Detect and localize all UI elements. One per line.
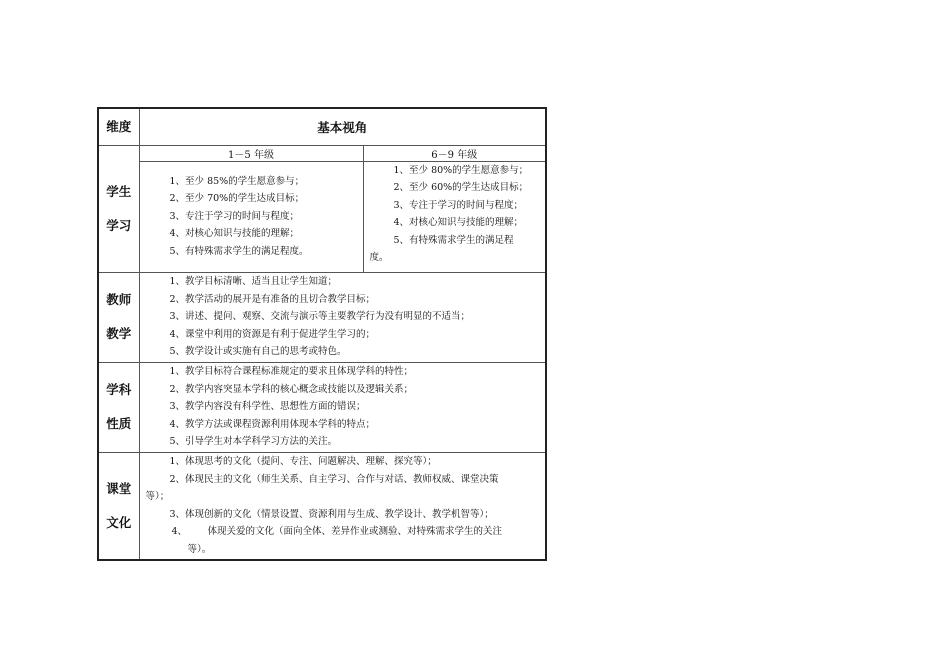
dim-line: 文化 [106,514,132,530]
list-item: 1、教学目标符合课程标准规定的要求且体现学科的特性； [169,366,414,378]
list-item: 度。 [369,252,389,263]
list-item: 3、专注于学习的时间与程度； [169,210,300,222]
list-item: 1、至少 80%的学生愿意参与； [393,164,529,176]
list-item [140,523,546,541]
grade-6-9-items [363,161,546,272]
list-item-continuation: 等）； [145,491,170,503]
perspective-header: 基本视角 [139,108,546,145]
classroom-culture-items [139,452,546,560]
subject-nature-items [139,362,546,452]
list-item: 4、教学方法或课程资源利用体现本学科的特点； [169,418,376,430]
grade-6-9-label: 6－9 年级 [363,145,546,161]
dim-line: 学科 [106,382,132,397]
list-item-number: 4、 [171,526,188,538]
dim-line: 学习 [106,217,132,233]
dim-line: 课堂 [106,480,132,496]
list-item: 1、体现思考的文化（提问、专注、问题解决、理解、探究等）； [169,456,437,468]
list-item: 3、教学内容没有科学性、思想性方面的错误； [169,401,366,413]
dimension-teacher-teaching [98,272,139,362]
dimension-header: 维度 [98,108,139,145]
list-item: 4、对核心知识与技能的理解； [393,217,524,228]
dim-line: 学生 [106,183,132,199]
list-item: 2、至少 60%的学生达成目标； [393,182,529,193]
subject-nature-row [98,362,546,452]
grade-label-row [98,145,546,161]
dimension-student-learning [98,145,139,272]
list-item: 5、引导学生对本学科学习方法的关注。 [169,436,338,448]
list-item: 2、体现民主的文化（师生关系、自主学习、合作与对话、教师权威、课堂决策 [169,473,499,485]
list-item-continuation: 等）。 [187,543,212,555]
list-item: 2、教学活动的展开是有准备的且切合教学目标； [169,293,376,305]
list-item: 1、至少 85%的学生愿意参与； [169,175,305,187]
list-item: 2、至少 70%的学生达成目标； [169,193,305,205]
grade-1-5-items [139,161,363,272]
header-row [98,108,546,145]
classroom-culture-row [98,452,546,560]
list-item-text: 体现关爱的文化（面向全体、差异作业或测验、对特殊需求学生的关注 [207,526,503,538]
list-item: 3、专注于学习的时间与程度； [393,199,524,211]
list-item: 1、教学目标清晰、适当且让学生知道； [169,276,338,288]
student-learning-row [98,161,546,272]
list-item: 3、讲述、提问、观察、交流与演示等主要教学行为没有明显的不适当； [169,311,471,323]
list-item: 2、教学内容突显本学科的核心概念或技能以及逻辑关系； [169,383,414,395]
dim-line: 教师 [106,292,132,307]
list-item: 5、有特殊需求学生的满足程 [393,234,514,246]
list-item: 4、课堂中利用的资源是有利于促进学生学习的； [169,328,376,340]
list-item: 4、对核心知识与技能的理解； [169,228,300,240]
list-item: 5、教学设计或实施有自己的思考或特色。 [169,346,347,358]
evaluation-table [97,107,547,561]
dim-line: 教学 [106,326,132,341]
teacher-teaching-items [139,272,546,362]
list-item: 3、体现创新的文化（情景设置、资源利用与生成、教学设计、教学机智等）； [169,508,494,520]
dimension-subject-nature [98,362,139,452]
dimension-classroom-culture [98,452,139,560]
grade-1-5-label: 1－5 年级 [139,145,363,161]
dim-line: 性质 [106,416,132,431]
list-item: 5、有特殊需求学生的满足程度。 [169,245,309,257]
teacher-teaching-row [98,272,546,362]
